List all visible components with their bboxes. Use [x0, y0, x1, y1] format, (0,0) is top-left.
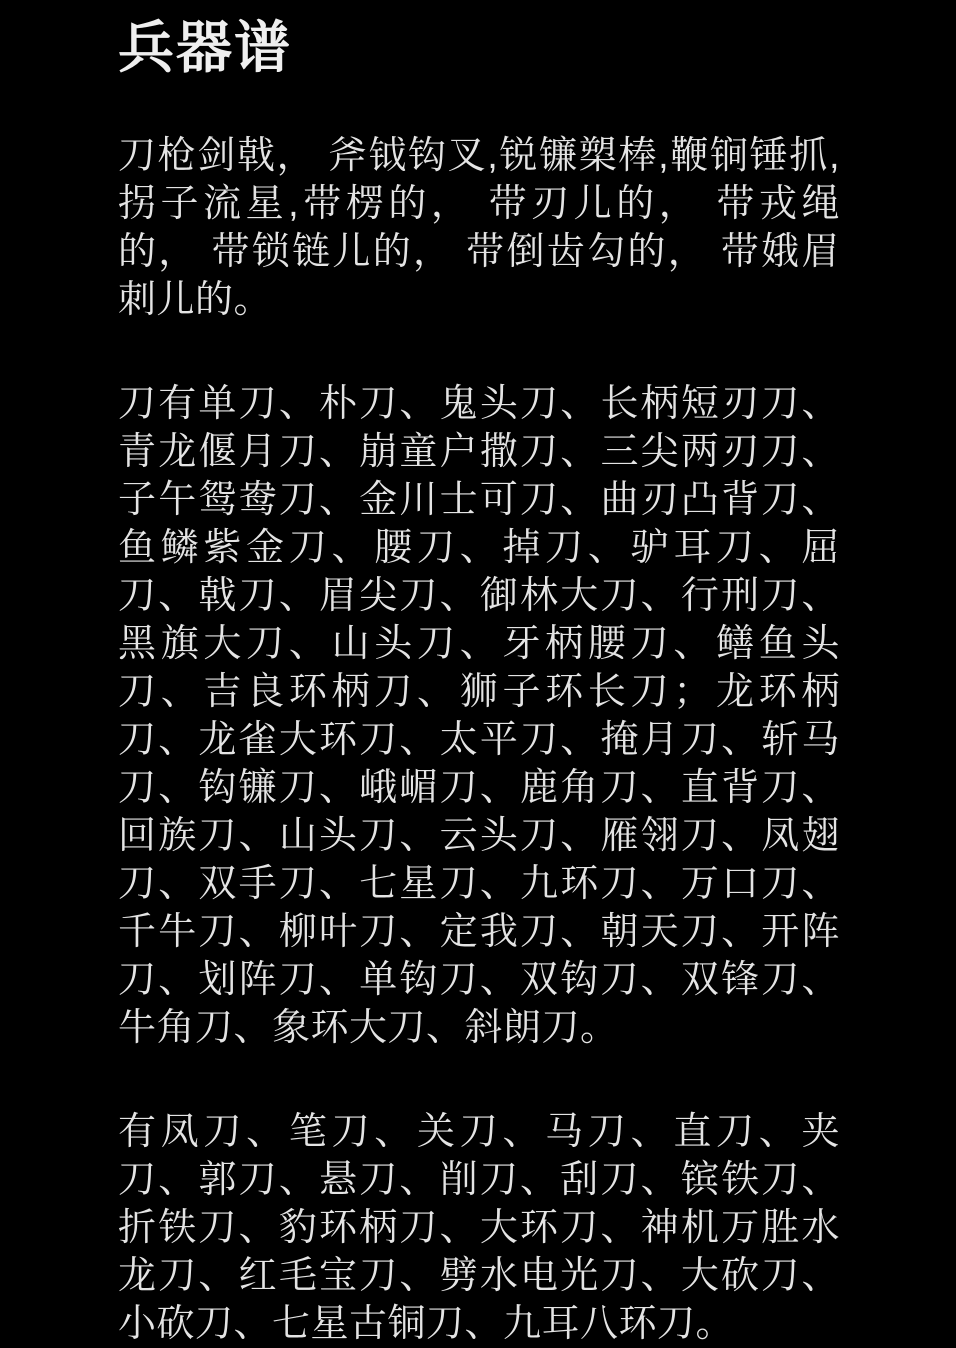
paragraph-weapon-categories: 刀枪剑戟， 斧钺钩叉,锐镰槊棒,鞭锏锤抓,拐子流星,带楞的， 带刃儿的， 带戎绳的， 带锁链儿的， 带倒齿勾的， 带娥眉刺儿的。 — [118, 135, 840, 322]
paragraph-dao-list-2: 有凤刀、笔刀、关刀、马刀、直刀、夹刀、郭刀、悬刀、削刀、刮刀、镔铁刀、折铁刀、豹环柄刀、大环刀、神机万胜水龙刀、红毛宝刀、劈水电光刀、大砍刀、小砍刀、七星古铜刀、九耳八环刀。 — [118, 1111, 840, 1346]
page-title: 兵器谱 — [118, 16, 292, 79]
paragraph-dao-list-1: 刀有单刀、朴刀、鬼头刀、长柄短刃刀、青龙偃月刀、崩童户撒刀、三尖两刃刀、子午鸳鸯刀、金川士可刀、曲刃凸背刀、鱼鳞紫金刀、腰刀、掉刀、驴耳刀、屈刀、戟刀、眉尖刀、御林大刀、行刑刀、黑旗大刀、山头刀、牙柄腰刀、鳝鱼头刀、吉良环柄刀、狮子环长刀；龙环柄刀、龙雀大环刀、太平刀、掩月刀、斩马刀、钩镰刀、峨嵋刀、鹿角刀、直背刀、回族刀、山头刀、云头刀、雁翎刀、凤翅刀、双手刀、七星刀、九环刀、万口刀、千牛刀、柳叶刀、定我刀、朝天刀、开阵刀、划阵刀、单钩刀、双钩刀、双锋刀、牛角刀、象环大刀、斜朗刀。 — [118, 383, 840, 1050]
